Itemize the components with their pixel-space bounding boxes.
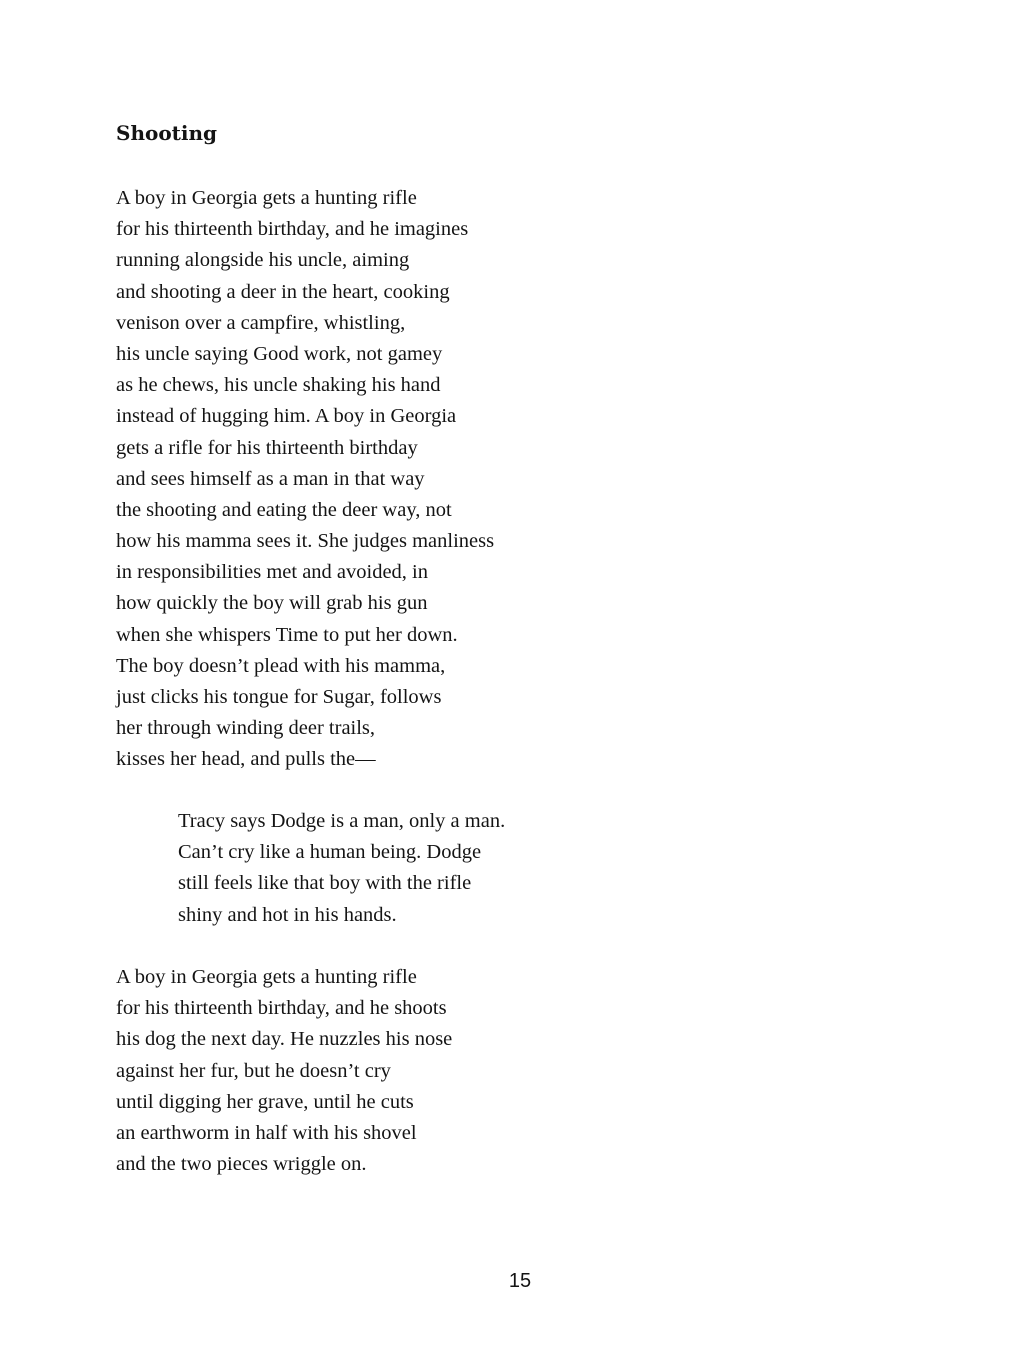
poem-line: for his thirteenth birthday, and he shoots bbox=[116, 997, 447, 1020]
poem-line: until digging her grave, until he cuts bbox=[116, 1090, 414, 1113]
poem-line: his uncle saying Good work, not gamey bbox=[116, 342, 443, 365]
poem-line: instead of hugging him. A boy in Georgia bbox=[116, 405, 457, 428]
poem-line: the shooting and eating the deer way, not bbox=[116, 498, 452, 521]
poem-line: Can’t cry like a human being. Dodge bbox=[178, 841, 482, 864]
poem-line: kisses her head, and pulls the— bbox=[116, 748, 376, 771]
poem-line: venison over a campfire, whistling, bbox=[116, 311, 406, 334]
poem-line: and sees himself as a man in that way bbox=[116, 467, 425, 490]
poem-line: how his mamma sees it. She judges manliness bbox=[116, 530, 495, 553]
poem-line: The boy doesn’t plead with his mamma, bbox=[116, 654, 446, 677]
poem-line: her through winding deer trails, bbox=[116, 717, 376, 740]
poem-title: Shooting bbox=[116, 121, 218, 145]
poem-line: his dog the next day. He nuzzles his nose bbox=[116, 1028, 453, 1051]
poem-line: when she whispers Time to put her down. bbox=[116, 623, 458, 646]
poem-line: just clicks his tongue for Sugar, follows bbox=[116, 686, 442, 708]
poem-line: an earthworm in half with his shovel bbox=[116, 1121, 417, 1144]
poem-line: for his thirteenth birthday, and he imagines bbox=[116, 218, 469, 241]
stanza-1 bbox=[116, 183, 494, 776]
poem-line: A boy in Georgia gets a hunting rifle bbox=[116, 966, 417, 988]
poem-line: still feels like that boy with the rifle bbox=[178, 872, 472, 895]
poem-line: as he chews, his uncle shaking his hand bbox=[116, 374, 441, 397]
poem-line: Tracy says Dodge is a man, only a man. bbox=[178, 810, 506, 832]
stanza-2-indented bbox=[178, 806, 505, 931]
poem-line: in responsibilities met and avoided, in bbox=[116, 561, 429, 584]
poem-line: how quickly the boy will grab his gun bbox=[116, 592, 428, 615]
poem-line: shiny and hot in his hands. bbox=[178, 903, 397, 926]
poem-line: A boy in Georgia gets a hunting rifle bbox=[116, 187, 417, 209]
poem-line: gets a rifle for his thirteenth birthday bbox=[116, 436, 418, 459]
stanza-3 bbox=[116, 962, 452, 1180]
poem-line: and the two pieces wriggle on. bbox=[116, 1153, 367, 1176]
poem-line: and shooting a deer in the heart, cooking bbox=[116, 280, 450, 303]
page-number: 15 bbox=[508, 1270, 532, 1292]
poem-line: running alongside his uncle, aiming bbox=[116, 249, 410, 272]
poem-line: against her fur, but he doesn’t cry bbox=[116, 1059, 391, 1082]
